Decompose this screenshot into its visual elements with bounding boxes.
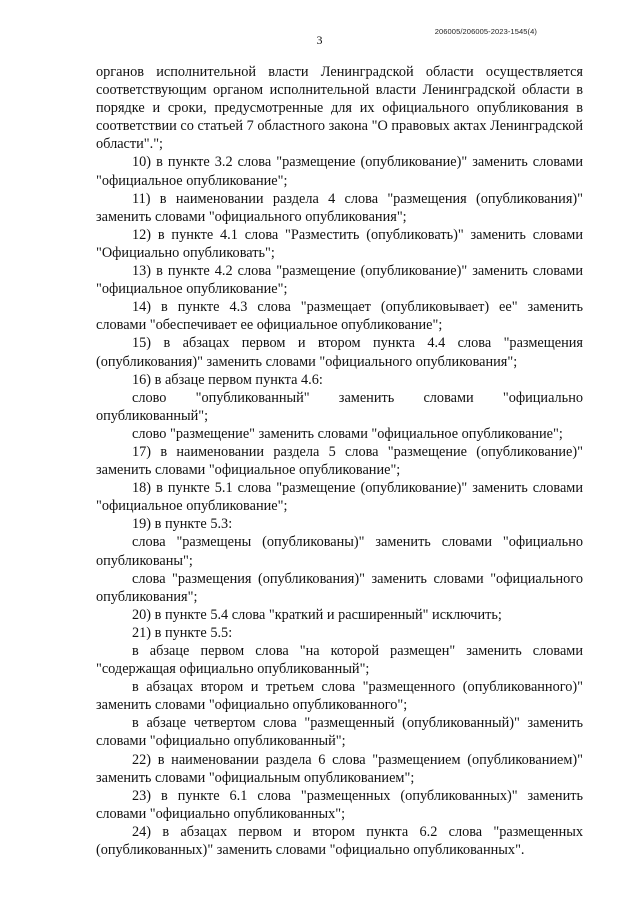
paragraph-item-14: 14) в пункте 4.3 слова "размещает (опубликовывает) ее" заменить словами "обеспечивает ее официальное опубликование"; (96, 299, 583, 334)
paragraph-item-12: 12) в пункте 4.1 слова "Разместить (опубликовать)" заменить словами "Официально опубликовать"; (96, 226, 583, 261)
paragraph-item-19: 19) в пункте 5.3: (132, 516, 233, 533)
document-body (96, 63, 583, 859)
paragraph-item-18: 18) в пункте 5.1 слова "размещение (опубликование)" заменить словами "официальное опубликование"; (96, 480, 583, 515)
paragraph-item-20: 20) в пункте 5.4 слова "краткий и расширенный" исключить; (132, 606, 502, 623)
paragraph-item-16: 16) в абзаце первом пункта 4.6: (132, 371, 323, 388)
paragraph-item-23: 23) в пункте 6.1 слова "размещенных (опубликованных)" заменить словами "официально опубликованных"; (96, 787, 583, 822)
paragraph-item-24: 24) в абзацах первом и втором пункта 6.2 слова "размещенных (опубликованных)" заменить словами "официально опубликованных". (96, 823, 583, 859)
paragraph-item-19-sub-1: слова "размещены (опубликованы)" заменить словами "официально опубликованы"; (96, 534, 583, 569)
paragraph-item-17: 17) в наименовании раздела 5 слова "размещение (опубликование)" заменить словами "официальное опубликование"; (96, 443, 583, 479)
document-id: 206005/206005-2023-1545(4) (434, 27, 537, 36)
paragraph-item-16-sub-1: слово "опубликованный" заменить словами "официально опубликованный"; (96, 389, 583, 424)
paragraph-item-19-sub-2: слова "размещения (опубликования)" заменить словами "официального опубликования"; (96, 570, 583, 605)
paragraph-item-21: 21) в пункте 5.5: (132, 624, 233, 641)
paragraph-continuation: органов исполнительной власти Ленинградской области осуществляется соответствующим органом исполнительной власти Ленинградской области в порядке и сроки, предусмотренные для их официального опубликования в соответствии со статьей 7 областного закона "О правовых актах Ленинградской области"."; (96, 64, 583, 153)
paragraph-item-16-sub-2: слово "размещение" заменить словами "официальное опубликование"; (132, 425, 563, 442)
paragraph-item-15: 15) в абзацах первом и втором пункта 4.4 слова "размещения (опубликования)" заменить словами "официального опубликования"; (96, 335, 583, 370)
paragraph-item-21-sub-2: в абзацах втором и третьем слова "размещенного (опубликованного)" заменить словами "официально опубликованного"; (96, 679, 583, 714)
paragraph-item-22: 22) в наименовании раздела 6 слова "размещением (опубликованием)" заменить словами "официальным опубликованием"; (96, 751, 583, 786)
paragraph-item-13: 13) в пункте 4.2 слова "размещение (опубликование)" заменить словами "официальное опубликование"; (96, 263, 583, 298)
page-number: 3 (316, 33, 323, 47)
paragraph-item-21-sub-3: в абзаце четвертом слова "размещенный (опубликованный)" заменить словами "официально опубликованный"; (96, 715, 583, 750)
paragraph-item-11: 11) в наименовании раздела 4 слова "размещения (опубликования)" заменить словами "официального опубликования"; (96, 190, 583, 225)
paragraph-item-10: 10) в пункте 3.2 слова "размещение (опубликование)" заменить словами "официальное опубликование"; (96, 154, 583, 189)
paragraph-item-21-sub-1: в абзаце первом слова "на которой размещен" заменить словами "содержащая официально опубликованный"; (96, 643, 583, 678)
